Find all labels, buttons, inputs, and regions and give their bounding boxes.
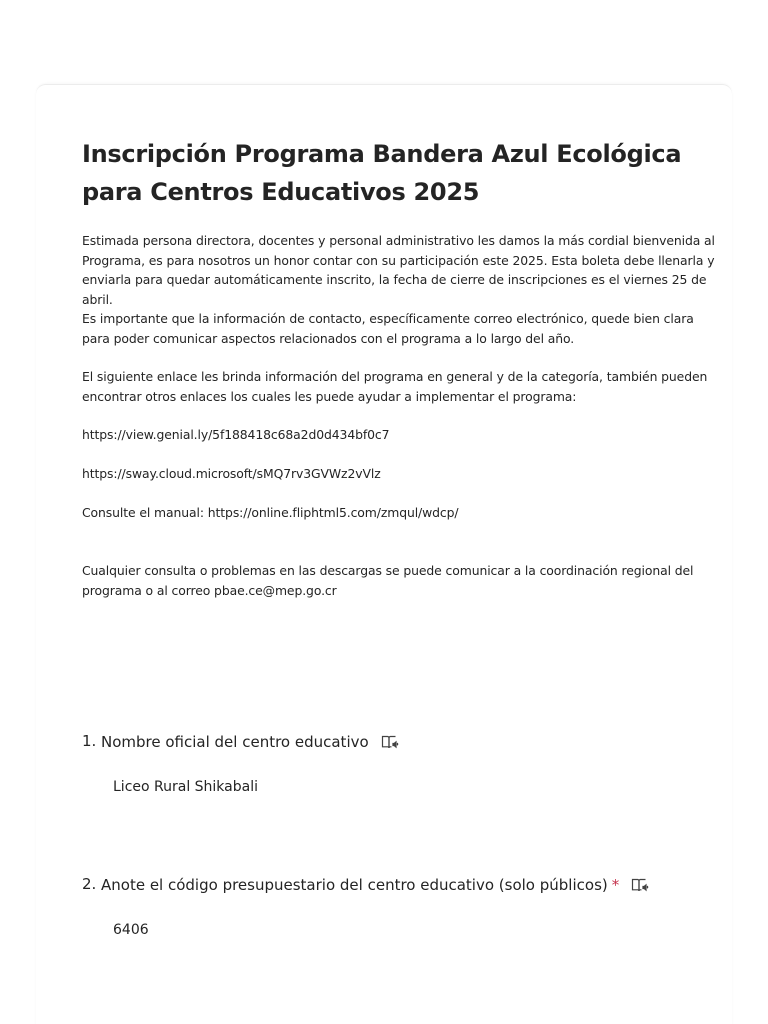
form-link-manual: Consulte el manual: https://online.fliphtml5.com/zmqul/wdcp/ <box>82 505 459 520</box>
question-label: Nombre oficial del centro educativo <box>101 733 369 751</box>
question-number: 2. <box>82 875 97 893</box>
form-description-contact: Es importante que la información de contacto, específicamente correo electrónico, quede bien clara para poder comunicar aspectos relacionados con el programa a lo largo del año. <box>82 311 694 346</box>
form-link-genially: https://view.genial.ly/5f188418c68a2d0d434bf0c7 <box>82 427 390 442</box>
form-link-sway: https://sway.cloud.microsoft/sMQ7rv3GVWz2vVlz <box>82 466 381 481</box>
immersive-reader-icon[interactable] <box>631 877 649 893</box>
required-asterisk: * <box>611 876 620 894</box>
form-title: Inscripción Programa Bandera Azul Ecológica para Centros Educativos 2025 <box>82 140 682 206</box>
question-2-answer: 6406 <box>113 922 149 938</box>
question-number: 1. <box>82 732 97 750</box>
question-label: Anote el código presupuestario del centro educativo (solo públicos) <box>101 876 608 894</box>
form-description-intro: Estimada persona directora, docentes y personal administrativo les damos la más cordial bienvenida al Programa, es para nosotros un honor contar con su participación este 2025. Esta boleta debe llenarla y enviarla para quedar automáticamente inscrito, la fecha de cierre de inscripciones es el viernes 25 de abril. <box>82 233 715 307</box>
immersive-reader-icon[interactable] <box>381 734 399 750</box>
question-title <box>101 732 399 752</box>
question-1-answer: Liceo Rural Shikabali <box>113 779 258 795</box>
form-description-contact-support: Cualquier consulta o problemas en las descargas se puede comunicar a la coordinación regional del programa o al correo pbae.ce@mep.go.cr <box>82 563 694 598</box>
question-title <box>101 875 649 895</box>
form-description-links-intro: El siguiente enlace les brinda información del programa en general y de la categoría, también pueden encontrar otros enlaces los cuales les puede ayudar a implementar el programa: <box>82 369 708 404</box>
